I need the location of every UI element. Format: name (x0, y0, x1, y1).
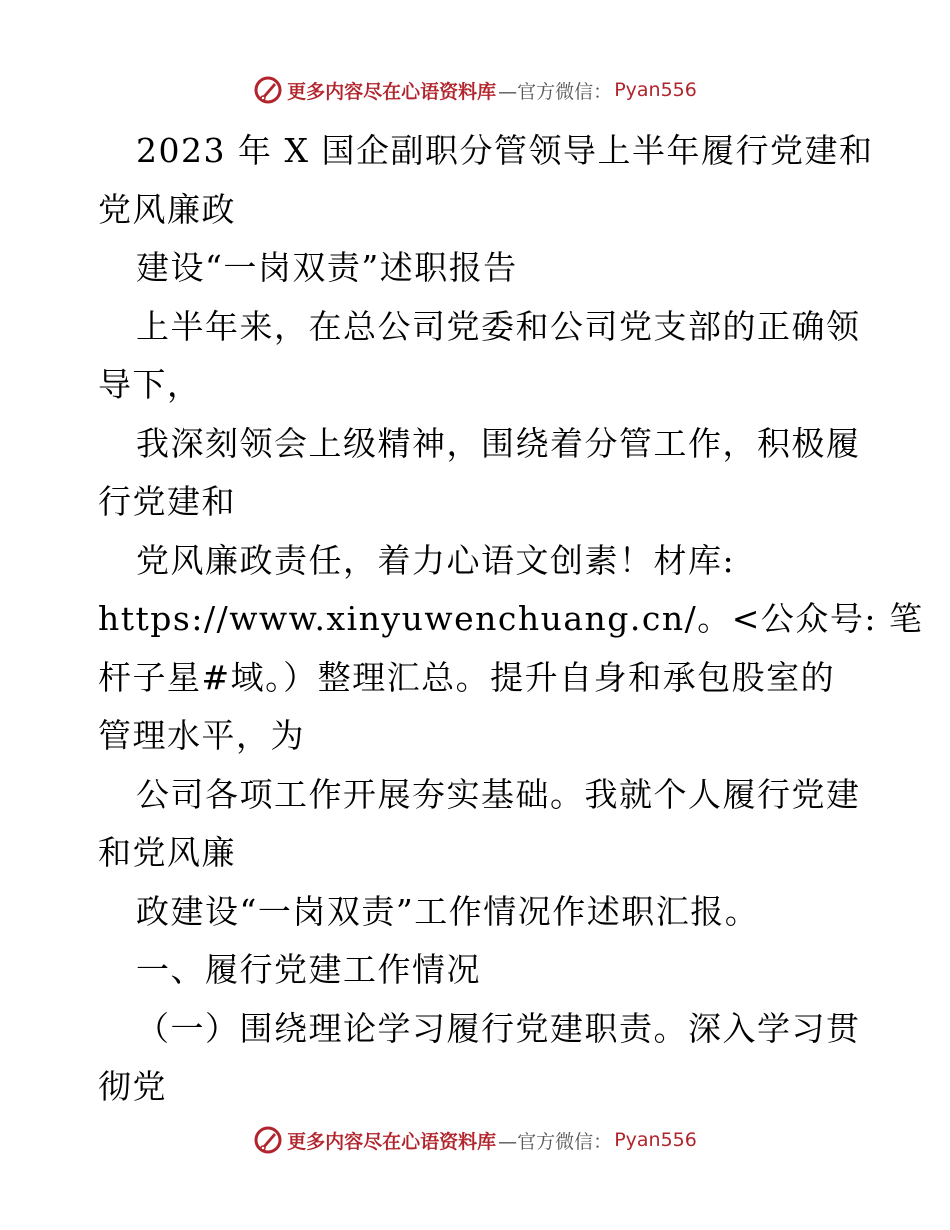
text-line: 政建设“一岗双责”工作情况作述职汇报。 (136, 891, 760, 931)
text-line: 公司各项工作开展夯实基础。我就个人履行党建 (136, 774, 861, 814)
text-line: 2023 年 X 国企副职分管领导上半年履行党建和 (136, 131, 874, 170)
banner-title: 更多内容尽在心语资料库 (287, 1130, 497, 1153)
footer-banner (0, 1120, 950, 1160)
document-body (98, 122, 924, 1117)
text-line: （一）围绕理论学习履行党建职责。深入学习贯 (136, 1008, 861, 1048)
text-line: 导下， (98, 365, 202, 404)
quill-logo-icon (253, 1125, 283, 1155)
text-line: 一、履行党建工作情况 (136, 950, 481, 989)
banner-wechat-id: Pyan556 (614, 1129, 697, 1151)
banner-title: 更多内容尽在心语资料库 (287, 80, 497, 103)
banner-separator: —官方微信： (498, 1130, 613, 1153)
header-banner (0, 70, 950, 110)
text-line: 管理水平，为 (98, 716, 305, 755)
banner-separator: —官方微信： (498, 80, 613, 103)
text-line: 上半年来，在总公司党委和公司党支部的正确领 (136, 306, 861, 346)
text-line: 建设“一岗双责”述职报告 (136, 248, 518, 287)
text-line: 党风廉政 (98, 189, 236, 229)
banner-wechat-id: Pyan556 (614, 79, 697, 101)
quill-logo-icon (253, 75, 283, 105)
text-line: 我深刻领会上级精神，围绕着分管工作，积极履 (136, 423, 861, 463)
text-line: 行党建和 (98, 482, 236, 521)
text-line: 和党风廉 (98, 833, 236, 872)
text-line: https://www.xinyuwenchuang.cn/。<公众号: 笔 (98, 599, 924, 638)
text-line: 彻党 (98, 1067, 167, 1106)
text-line: 党风廉政责任，着力心语文创素！材库: (136, 540, 736, 580)
text-line: 杆子星#域。）整理汇总。提升自身和承包股室的 (98, 657, 836, 697)
